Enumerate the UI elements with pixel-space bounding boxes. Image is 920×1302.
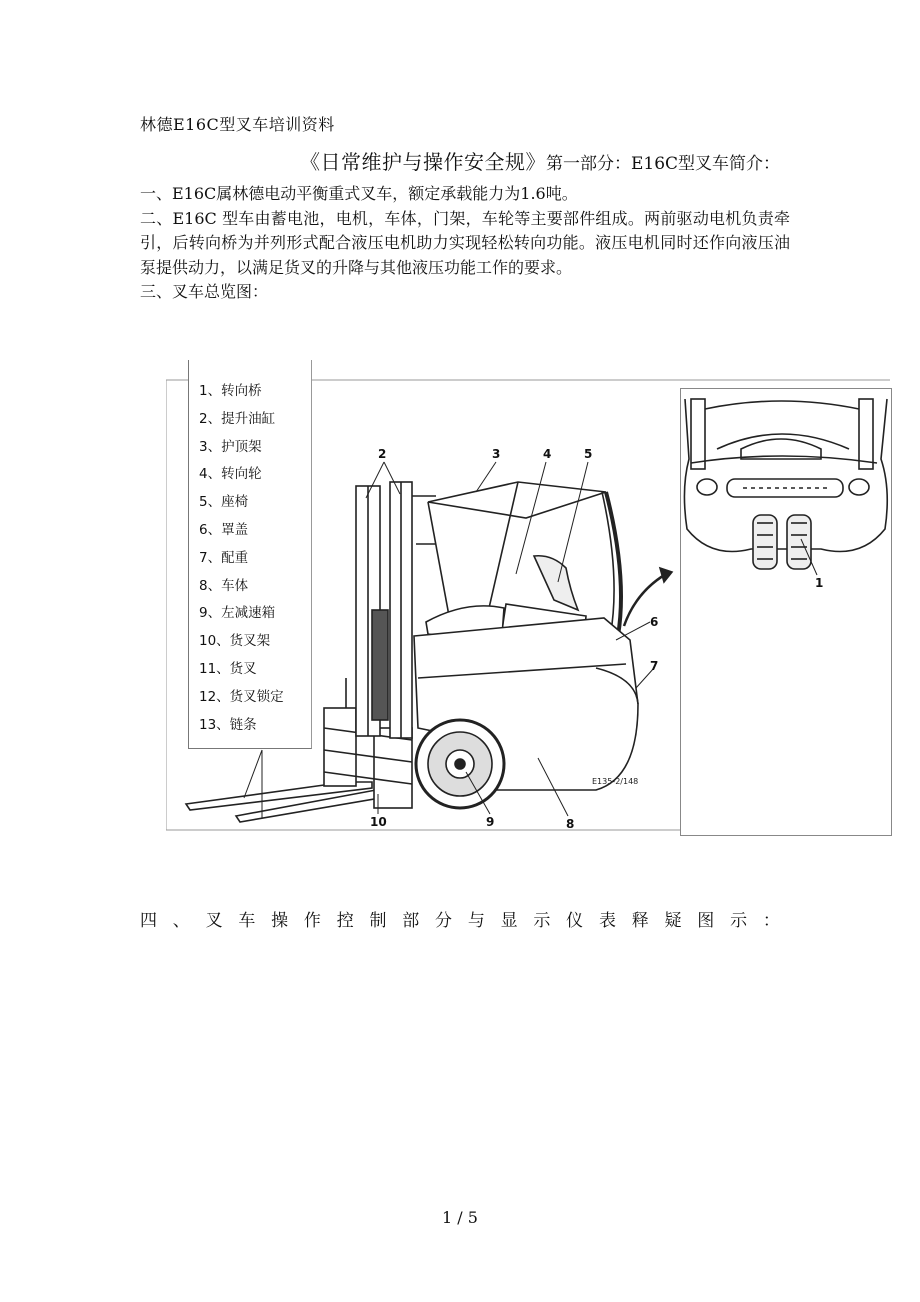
heading-char: 部 [402,911,420,931]
legend-item: 6、罩盖 [199,521,249,538]
heading-char: 作 [303,911,321,931]
legend-item: 1、转向桥 [199,383,262,399]
heading-char: 叉 [205,911,223,931]
heading-char: 图 [697,911,715,931]
legend-item: 8、车体 [199,577,249,594]
callout-7: 7 [650,659,659,673]
paragraph-1: 一、E16C属林德电动平衡重式叉车，额定承载能力为1.6吨。 [140,184,578,203]
callout-10: 10 [370,815,387,829]
callout-1: 1 [815,576,824,590]
figure-code: E135-2/148 [592,777,639,786]
legend-item: 9、左减速箱 [199,605,276,622]
heading-char: 与 [467,911,485,931]
callout-5: 5 [584,447,593,461]
section-heading-main: 《日常维护与操作安全规》 [300,150,546,174]
heading-char: 释 [631,911,649,931]
heading-char: 仪 [566,911,584,931]
callout-8: 8 [566,817,575,831]
heading-char: 控 [336,911,354,931]
legend-item: 10、货叉架 [199,633,271,650]
heading-char: 制 [369,911,387,931]
legend-item: 11、货叉 [199,660,257,677]
heading-char: 四 [140,911,157,931]
callout-2: 2 [378,447,387,461]
heading-char: 显 [500,911,518,931]
legend-item: 7、配重 [199,549,249,566]
document-title: 林德E16C型叉车培训资料 [140,115,335,134]
legend-item: 3、护顶架 [199,438,262,455]
callout-4: 4 [543,447,552,461]
page-number: 1 / 5 [442,1208,478,1227]
paragraph-2: 二、E16C 型车由蓄电池，电机，车体，门架，车轮等主要部件组成。两前驱动电机负责牵引，后转向桥为并列形式配合液压电机助力实现轻松转向功能。液压电机同时还作向液压油泵提供动力，以满足货叉的升降与其他液压功能工作的要求。 [140,208,790,277]
callout-9: 9 [486,815,495,829]
heading-char: 疑 [664,911,682,931]
callout-3: 3 [492,447,501,461]
heading-char: 车 [238,911,256,931]
heading-char: 示 [730,911,748,931]
heading-char: 、 [172,911,190,931]
rear-view-drawing [681,389,891,835]
legend-item: 5、座椅 [199,494,249,511]
heading-char: 示 [533,911,551,931]
legend-item: 12、货叉锁定 [199,688,284,705]
legend-item: 2、提升油缸 [199,410,276,427]
body-text [140,182,790,305]
heading-char: 分 [435,911,453,931]
heading-char: ： [762,911,780,931]
section-heading-sub: 第一部分：E16C型叉车简介： [546,154,781,174]
parts-legend [188,360,312,749]
paragraph-3: 三、叉车总览图： [140,282,269,301]
legend-item: 13、链条 [199,716,257,733]
rear-view-inset [680,388,892,836]
section-4-heading [140,906,780,931]
heading-char: 操 [271,911,289,931]
callout-6: 6 [650,615,659,629]
section-heading [300,146,780,175]
legend-item: 4、转向轮 [199,466,262,483]
heading-char: 表 [598,911,616,931]
